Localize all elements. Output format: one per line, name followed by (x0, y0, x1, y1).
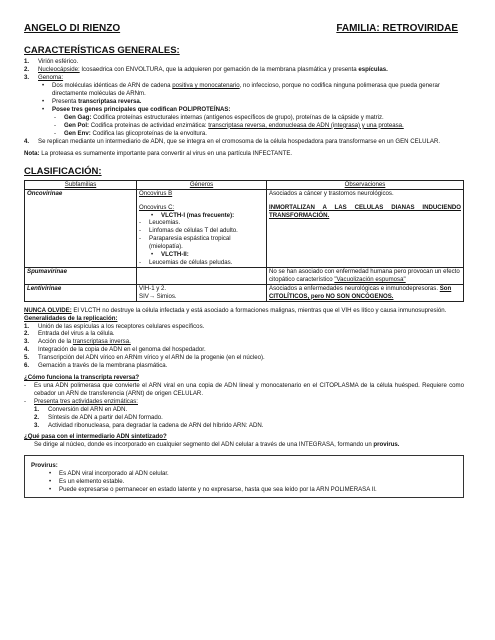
table-row: Oncovirinae Oncovirus B Oncovirus C: • VLCTH-I (mas frecuente): - Leucemias. - Linfomas de células T del adulto. - Paraparesia espástica tropical (mielopatía). • VLCTH-II: - Leucemias de células peludas. Asociados a cáncer y trastornos neurológicos. INMORTALIZAN A LAS CELULAS DIANAS INDUCIENDO TRANSFORMACIÓN. (25, 189, 464, 267)
list-item: 4. Integración de la copia de ADN en el genoma del hospedador. (24, 346, 206, 354)
bullet-item: • Puede expresarse o permanecer en estado latente y no expresarse, hasta que sea leído por la ARN POLIMERASA II. (31, 486, 457, 494)
bullet-item: • Es un elemento estable. (31, 478, 457, 486)
list-item: 4. Se replican mediante un intermediario de ADN, que se integra en el cromosoma de la célula hospedadora para transformarse en un GEN CELULAR. (24, 137, 441, 145)
list-item: 3. Actividad ribonucleasa, para degradar la cadena de ARN del híbrido ARN: ADN. (34, 421, 264, 429)
bullet-icon: • (42, 105, 45, 113)
list-item: 1. Virión esférico. (24, 58, 79, 66)
family-title: FAMILIA: RETROVIRIDAE (336, 23, 458, 34)
provirus-box (24, 455, 464, 498)
list-item: 2. Síntesis de ADN a partir del ADN formado. (34, 413, 163, 421)
section-title-transcriptasa: ¿Cómo funciona la transcripta reversa? (24, 374, 140, 382)
section-title-replicacion: Generalidades de la replicación: (24, 314, 118, 322)
gene-item: - Gen Pol: Codifica proteínas de actividad enzimática: transcriptasa reversa, endonucleasa de ADN (integrasa) y una proteasa. (54, 121, 404, 129)
note: Nota: La proteasa es sumamente importante para convertir al virus en una partícula INFECTANTE. (24, 150, 293, 158)
table-header-row (25, 180, 464, 189)
dash-item: - Presenta tres actividades enzimáticas: (24, 397, 138, 405)
list-item: 3. Genoma: (24, 74, 64, 82)
nunca-olvide-note: NUNCA OLVIDE: El VLCTH no destruye la célula infectada y está asociado a formaciones malignas, mientras que el VIH es lítico y causa inmunosupresión. (24, 306, 447, 314)
author-name: ANGELO DI RIENZO (24, 23, 121, 34)
classification-table (24, 180, 464, 302)
bullet-icon: • (151, 211, 154, 219)
section-title-caracteristicas: CARACTERÍSTICAS GENERALES: (24, 45, 180, 56)
section-title-clasificacion: CLASIFICACIÓN: (24, 166, 102, 178)
bullet-icon: • (49, 486, 52, 494)
subfamily-name: Oncovirinae (27, 189, 63, 197)
list-item: 2. Nucleocápside: Icosaedrica con ENVOLTURA, que la adquieren por gemación de la membrana plasmática y presenta espículas. (24, 66, 388, 74)
table-row: Spumavirinae No se han asociado con enfermedad humana pero provocan un efecto citopático característico "Vacuolización espumosa" (25, 267, 464, 284)
list-item: 5. Transcripción del ADN vírico en ARNm vírico y el ARN de la progenie (en el núcleo). (24, 354, 265, 362)
bullet-item: • Posee tres genes principales que codifican POLIPROTEÍNAS: (24, 106, 464, 114)
bullet-item: • Dos moléculas idénticas de ARN de cadena positiva y monocatenario, no infeccioso, porque no codifica ninguna polimerasa que pueda generar directamente moléculas de ARNm. (24, 82, 464, 98)
bullet-item: • Presenta transcriptasa reversa. (24, 98, 464, 106)
list-item: 6. Gemación a través de la membrana plasmática. (24, 362, 168, 370)
bullet-item: • Es ADN viral incorporado al ADN celular. (31, 470, 457, 478)
table-row: Lentivirinae VIH-1 y 2. SIV→ Simios. Asociados a enfermedades neurológicas e inmunodepresoras. Son CITOLÍTICOS, pero NO SON ONCÓGENOS. (25, 284, 464, 301)
bullet-icon: • (42, 97, 45, 105)
document-header (24, 22, 464, 35)
bullet-icon: • (151, 251, 154, 259)
dash-item: - Es una ADN polimerasa que convierte el ARN viral en una copia de ADN lineal y monocatenario en el CITOPLASMA de la célula huésped. Requiere como cebador un ARN de transferencia (ARNt) de origen CELULAR. (24, 381, 464, 397)
section-title-intermediario: ¿Qué pasa con el intermediario ADN sintetizado? (24, 433, 167, 441)
bullet-icon: • (42, 82, 45, 90)
column-header: Subfamilias (25, 180, 137, 189)
subfamily-name: Spumavirinae (27, 267, 67, 275)
column-header: Observaciones (267, 180, 464, 189)
provirus-title: Provirus: (31, 462, 58, 470)
gene-item: - Gen Env: Codifica las glicoproteínas de la envoltura. (54, 129, 207, 137)
list-item: 3. Acción de la transcriptasa inversa. (24, 338, 131, 346)
intermediario-text: Se dirige al núcleo, donde es incorporado en cualquier segmento del ADN celular a través de una INTEGRASA, formando un provirus. (34, 441, 400, 449)
column-header: Géneros (137, 180, 267, 189)
bullet-icon: • (49, 470, 52, 478)
subfamily-name: Lentivirinae (27, 284, 62, 292)
bullet-icon: • (49, 478, 52, 486)
list-item: 1. Unión de las espículas a los receptores celulares específicos. (24, 322, 205, 330)
list-item: 1. Conversión del ARN en ADN. (34, 405, 128, 413)
list-item: 2. Entrada del virus a la célula. (24, 330, 115, 338)
gene-item: - Gen Gag: Codifica proteínas estructurales internas (antígenos específicos de grupo), proteínas de la cápside y matriz. (54, 113, 384, 121)
